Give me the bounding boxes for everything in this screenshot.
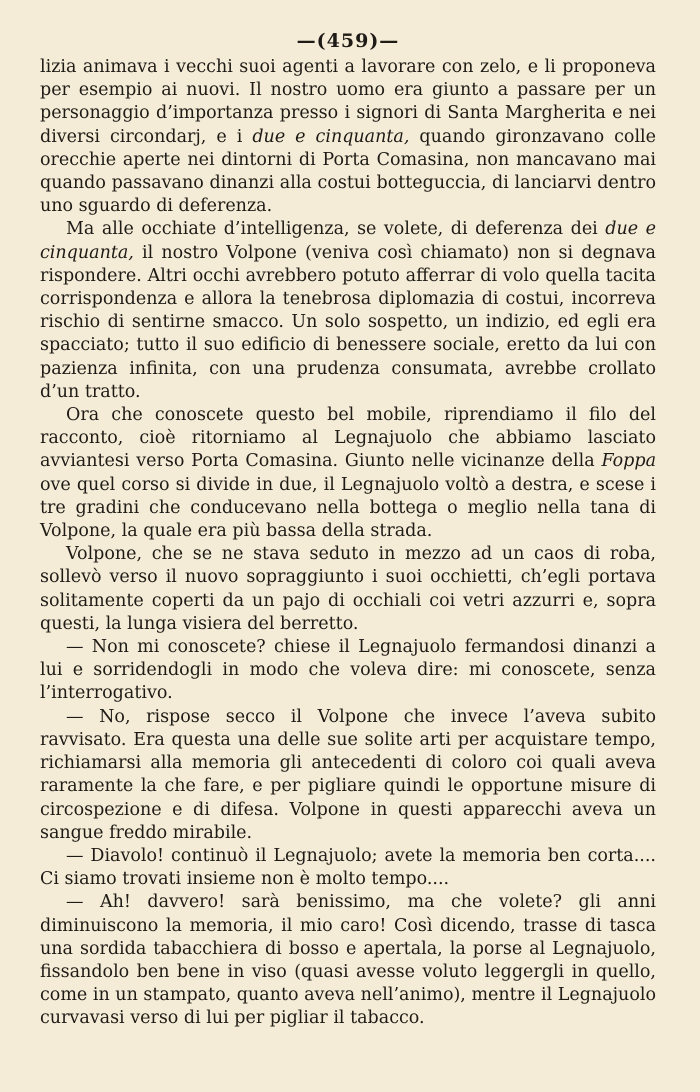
text-run: quando gironzavano colle orecchie aperte nei dintorni di Porta Comasina, non mancavano mai quando passavano dinanzi alla costui botteguccia, di lanciarvi dentro uno sguardo di deferenza. [40,126,656,217]
text-run: — Ah! davvero! sarà benissimo, ma che volete? gli anni diminuiscono la memoria, il mio caro! Così dicendo, trasse di tasca una sordida tabacchiera di bosso e apertala, la porse al Legnajuolo, fissandolo ben bene in viso (quasi avesse voluto leggergli in quello, come in un stampato, quanto aveva nell’animo), mentre il Legnajuolo curvavasi verso di lui per pigliar il tabacco. [40,892,656,1029]
text-run: il nostro Volpone (veniva così chiamato) non si degnava rispondere. Altri occhi avrebbero potuto afferrar di volo quella tacita corrispondenza e allora la tenebrosa diplomazia di costui, incorreva rischio di sentirne smacco. Un solo sospetto, un indizio, ed egli era spacciato; tutto il suo edificio di benessere sociale, eretto da lui con pazienza infinita, con una prudenza consumata, avrebbe crollato d’un tratto. [40,242,656,402]
text-run: ove quel corso si divide in due, il Legnajuolo voltò a destra, e scese i tre gradini che conducevano nella bottega o meglio nella tana di Volpone, la quale era più bassa della strada. [40,474,656,542]
text-run: — Non mi conoscete? chiese il Legnajuolo fermandosi dinanzi a lui e sorridendogli in modo che voleva dire: mi conoscete, senza l’interrogativo. [40,637,656,704]
italic-text: Foppa [601,451,656,472]
paragraph [40,845,656,891]
paragraph [40,636,656,706]
text-body [40,56,656,1031]
italic-text: due e cinquanta, [40,219,656,263]
text-run: Ma alle occhiate d’intelligenza, se volete, di deferenza dei [66,219,606,240]
paragraph [40,218,656,404]
text-run: Volpone, che se ne stava seduto in mezzo ad un caos di roba, sollevò verso il nuovo sopraggiunto i suoi occhietti, ch’egli portava solitamente coperti da un pajo di occhiali coi vetri azzurri e, sopra questi, la lunga visiera del berretto. [40,544,656,634]
text-run: — No, rispose secco il Volpone che invece l’aveva subito ravvisato. Era questa una delle sue solite arti per acquistare tempo, richiamarsi alla memoria gli antecedenti di coloro coi quali aveva raramente la che fare, e per pigliare quindi le opportune misure di circospezione e di difesa. Volpone in questi apparecchi aveva un sangue freddo mirabile. [40,706,656,843]
italic-text: due e cinquanta, [252,126,410,147]
text-run: lizia animava i vecchi suoi agenti a lavorare con zelo, e li proponeva per esempio ai nuovi. Il nostro uomo era giunto a passare per un personaggio d’importanza presso i signori di Santa Margherita e nei diversi circondarj, e i [40,57,656,147]
paragraph [40,543,656,636]
paragraph [40,404,656,543]
page-number: —(459)— [296,30,400,52]
paragraph [40,706,656,845]
paragraph [40,56,656,218]
text-run: Ora che conoscete questo bel mobile, riprendiamo il filo del racconto, cioè ritorniamo al Legnajuolo che abbiamo lasciato avviantesi verso Porta Comasina. Giunto nelle vicinanze della [40,405,656,472]
paragraph [40,891,656,1030]
text-run: — Diavolo! continuò il Legnajuolo; avete la memoria ben corta.... Ci siamo trovati insieme non è molto tempo.... [40,845,656,890]
